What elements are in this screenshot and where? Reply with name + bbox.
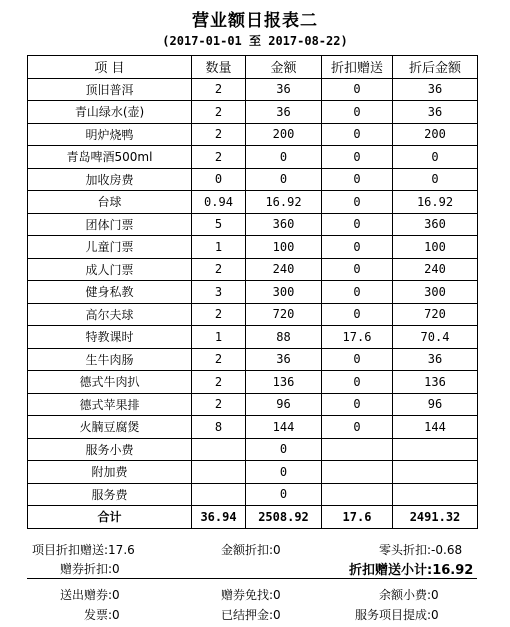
table-row xyxy=(28,461,478,484)
total-label: 合计 xyxy=(28,506,192,529)
cell-net: 300 xyxy=(393,281,478,304)
table-row xyxy=(28,326,478,349)
cell-amount: 0 xyxy=(246,168,322,191)
summary-amount-discount: 金额折扣:0 xyxy=(221,543,281,557)
cell-qty: 2 xyxy=(192,371,246,394)
cell-item: 团体门票 xyxy=(28,213,192,236)
table-row xyxy=(28,348,478,371)
cell-amount: 300 xyxy=(246,281,322,304)
cell-net: 16.92 xyxy=(393,191,478,214)
cell-qty: 2 xyxy=(192,146,246,169)
total-qty: 36.94 xyxy=(192,506,246,529)
cell-net: 70.4 xyxy=(393,326,478,349)
cell-net: 200 xyxy=(393,123,478,146)
cell-qty: 1 xyxy=(192,326,246,349)
table-row xyxy=(28,393,478,416)
summary-invoice: 发票:0 xyxy=(84,608,120,622)
cell-item: 火腩豆腐煲 xyxy=(28,416,192,439)
table-row xyxy=(28,483,478,506)
cell-amount: 136 xyxy=(246,371,322,394)
cell-discount xyxy=(322,483,393,506)
cell-amount: 16.92 xyxy=(246,191,322,214)
cell-item: 成人门票 xyxy=(28,258,192,281)
cell-qty: 2 xyxy=(192,78,246,101)
summary-deposit-settled: 已结押金:0 xyxy=(221,608,281,622)
table-row xyxy=(28,371,478,394)
table-row xyxy=(28,191,478,214)
summary-service-commission: 服务项目提成:0 xyxy=(355,608,439,622)
summary-discount-subtotal: 折扣赠送小计:16.92 xyxy=(349,563,474,578)
cell-net: 136 xyxy=(393,371,478,394)
cell-item: 青岛啤酒500ml xyxy=(28,146,192,169)
cell-qty: 2 xyxy=(192,258,246,281)
cell-item: 服务小费 xyxy=(28,438,192,461)
cell-net: 96 xyxy=(393,393,478,416)
cell-net: 36 xyxy=(393,78,478,101)
cell-item: 德式牛肉扒 xyxy=(28,371,192,394)
cell-net: 36 xyxy=(393,348,478,371)
total-row xyxy=(28,506,478,529)
total-net: 2491.32 xyxy=(393,506,478,529)
report-title: 营业额日报表二 xyxy=(192,11,318,31)
table-row xyxy=(28,101,478,124)
cell-discount: 0 xyxy=(322,348,393,371)
table-row xyxy=(28,123,478,146)
cell-amount: 0 xyxy=(246,461,322,484)
cell-discount: 0 xyxy=(322,168,393,191)
cell-amount: 144 xyxy=(246,416,322,439)
cell-net: 0 xyxy=(393,146,478,169)
cell-discount xyxy=(322,438,393,461)
cell-qty xyxy=(192,461,246,484)
table-row xyxy=(28,416,478,439)
cell-discount: 0 xyxy=(322,258,393,281)
cell-qty: 2 xyxy=(192,123,246,146)
cell-amount: 0 xyxy=(246,146,322,169)
summary-balance-tip: 余额小费:0 xyxy=(379,588,439,602)
cell-amount: 360 xyxy=(246,213,322,236)
column-header-qty: 数量 xyxy=(192,56,246,79)
summary-rounding-discount: 零头折扣:-0.68 xyxy=(379,543,463,557)
column-header-net: 折后金额 xyxy=(393,56,478,79)
cell-amount: 88 xyxy=(246,326,322,349)
cell-qty: 2 xyxy=(192,348,246,371)
table-row xyxy=(28,168,478,191)
column-header-amount: 金额 xyxy=(246,56,322,79)
cell-discount: 0 xyxy=(322,78,393,101)
cell-qty: 0 xyxy=(192,168,246,191)
cell-item: 顶旧普洱 xyxy=(28,78,192,101)
table-row xyxy=(28,258,478,281)
cell-item: 生牛肉肠 xyxy=(28,348,192,371)
report-table xyxy=(27,55,478,529)
cell-net xyxy=(393,461,478,484)
column-header-discount: 折扣赠送 xyxy=(322,56,393,79)
table-row xyxy=(28,213,478,236)
cell-net: 360 xyxy=(393,213,478,236)
cell-qty: 0.94 xyxy=(192,191,246,214)
report-date-range: (2017-01-01 至 2017-08-22) xyxy=(162,34,348,48)
cell-item: 明炉烧鸭 xyxy=(28,123,192,146)
cell-qty xyxy=(192,483,246,506)
cell-amount: 36 xyxy=(246,348,322,371)
cell-discount: 0 xyxy=(322,416,393,439)
cell-amount: 720 xyxy=(246,303,322,326)
cell-discount: 0 xyxy=(322,191,393,214)
table-header-row xyxy=(28,56,478,79)
cell-item: 特教课时 xyxy=(28,326,192,349)
table-row xyxy=(28,281,478,304)
summary-voucher-free: 赠券免找:0 xyxy=(221,588,281,602)
cell-qty: 2 xyxy=(192,393,246,416)
cell-qty: 8 xyxy=(192,416,246,439)
cell-discount: 0 xyxy=(322,101,393,124)
cell-discount: 0 xyxy=(322,371,393,394)
cell-qty: 2 xyxy=(192,101,246,124)
cell-net: 100 xyxy=(393,236,478,259)
cell-amount: 100 xyxy=(246,236,322,259)
cell-qty: 2 xyxy=(192,303,246,326)
cell-discount: 17.6 xyxy=(322,326,393,349)
cell-item: 服务费 xyxy=(28,483,192,506)
cell-discount xyxy=(322,461,393,484)
cell-item: 健身私教 xyxy=(28,281,192,304)
cell-item: 附加费 xyxy=(28,461,192,484)
cell-amount: 36 xyxy=(246,101,322,124)
cell-amount: 200 xyxy=(246,123,322,146)
cell-amount: 96 xyxy=(246,393,322,416)
cell-net: 720 xyxy=(393,303,478,326)
column-header-item: 项 目 xyxy=(28,56,192,79)
cell-item: 台球 xyxy=(28,191,192,214)
cell-item: 德式苹果排 xyxy=(28,393,192,416)
cell-discount: 0 xyxy=(322,213,393,236)
table-row xyxy=(28,236,478,259)
table-row xyxy=(28,303,478,326)
cell-discount: 0 xyxy=(322,236,393,259)
cell-qty: 5 xyxy=(192,213,246,236)
cell-net: 36 xyxy=(393,101,478,124)
table-row xyxy=(28,78,478,101)
cell-discount: 0 xyxy=(322,281,393,304)
cell-net xyxy=(393,438,478,461)
cell-discount: 0 xyxy=(322,146,393,169)
cell-amount: 0 xyxy=(246,438,322,461)
cell-qty: 1 xyxy=(192,236,246,259)
cell-net: 144 xyxy=(393,416,478,439)
cell-item: 高尔夫球 xyxy=(28,303,192,326)
total-amount: 2508.92 xyxy=(246,506,322,529)
cell-amount: 36 xyxy=(246,78,322,101)
cell-qty: 3 xyxy=(192,281,246,304)
total-discount: 17.6 xyxy=(322,506,393,529)
cell-item: 儿童门票 xyxy=(28,236,192,259)
cell-discount: 0 xyxy=(322,123,393,146)
cell-discount: 0 xyxy=(322,393,393,416)
cell-net: 0 xyxy=(393,168,478,191)
cell-item: 青山绿水(壶) xyxy=(28,101,192,124)
cell-qty xyxy=(192,438,246,461)
summary-divider xyxy=(27,578,477,579)
summary-voucher-discount: 赠券折扣:0 xyxy=(60,562,120,576)
cell-amount: 240 xyxy=(246,258,322,281)
summary-gift-voucher: 送出赠券:0 xyxy=(60,588,120,602)
cell-discount: 0 xyxy=(322,303,393,326)
table-row xyxy=(28,438,478,461)
summary-item-discount: 项目折扣赠送:17.6 xyxy=(32,543,135,557)
cell-amount: 0 xyxy=(246,483,322,506)
cell-net: 240 xyxy=(393,258,478,281)
table-row xyxy=(28,146,478,169)
cell-item: 加收房费 xyxy=(28,168,192,191)
cell-net xyxy=(393,483,478,506)
